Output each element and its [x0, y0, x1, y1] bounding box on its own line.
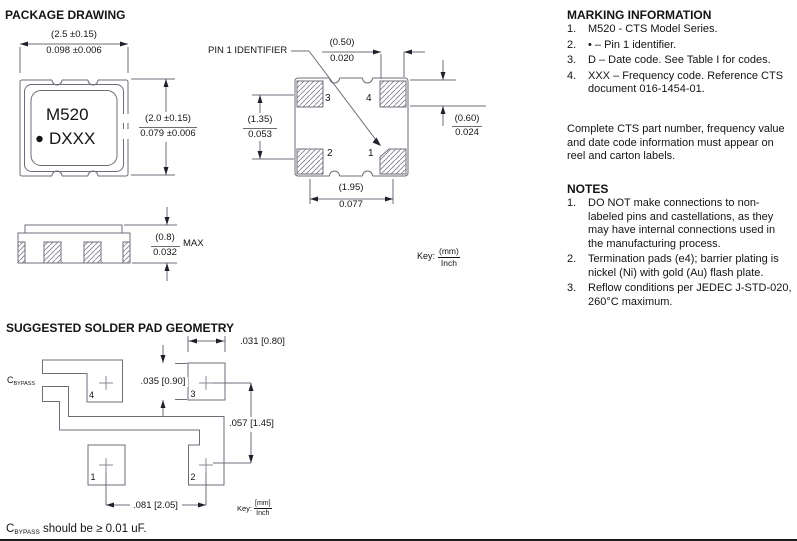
pin1-identifier-callout: PIN 1 IDENTIFIER [208, 44, 288, 56]
dim-height-mm: (2.0 ±0.15) [118, 114, 218, 124]
key-denominator: Inch [440, 257, 457, 268]
key-numerator: (mm) [439, 246, 459, 256]
pad-3-hatched [297, 81, 323, 107]
dim-thickness-max: MAX [183, 238, 204, 249]
dim-pad-width-inch: 0.020 [330, 52, 354, 64]
marking-item: 4. XXX – Frequency code. Reference CTS document 016-1454-01. [567, 69, 784, 95]
note-item: 3. Reflow conditions per JEDEC J-STD-020, 260°C maximum. [567, 282, 792, 308]
package-drawing-title: PACKAGE DRAWING [5, 8, 126, 22]
solder-pad-label-1: 1 [90, 472, 96, 482]
marking-paragraph: Complete CTS part number, frequency value and date code information must appear on reel and carton labels. [567, 123, 785, 162]
key-label: Key: [237, 503, 253, 513]
dim-land-vertical-pitch: .057 [1.45] [229, 418, 274, 429]
pad-label-4: 4 [366, 93, 372, 104]
marking-information-title: MARKING INFORMATION [567, 8, 712, 22]
pad-2-hatched [297, 149, 323, 174]
note-item: 2. Termination pads (e4); barrier plating is nickel (Ni) with gold (Au) flash plate. [567, 253, 779, 279]
marking-information-list [567, 23, 793, 99]
notes-list [567, 197, 793, 311]
dim-land-width: .031 [0.80] [240, 336, 285, 347]
dim-col-pitch-mm: (1.95) [338, 182, 364, 193]
solder-pad-label-4: 4 [89, 390, 95, 400]
pad-1-hatched [380, 149, 406, 174]
dim-width-inch: 0.098 ±0.006 [46, 44, 102, 56]
solder-pad-label-3: 3 [190, 388, 196, 399]
pad-label-3: 3 [325, 93, 331, 104]
package-marking-datecode: DXXX [49, 129, 96, 148]
package-marking-model: M520 [46, 105, 89, 124]
key-denominator: Inch [256, 510, 270, 517]
marking-item: 1. M520 - CTS Model Series. [567, 23, 718, 35]
dim-row-pitch-inch: 0.053 [230, 130, 290, 140]
dim-pad-height-inch: 0.024 [455, 126, 479, 138]
pad2-with-bypass-trace [43, 387, 225, 486]
cbypass-label [7, 376, 35, 388]
solder-pad-label-2: 2 [190, 472, 196, 482]
cbypass-note [6, 523, 147, 537]
dim-land-height: .035 [0.90] [138, 377, 188, 387]
cbypass-note-rest: should be ≥ 0.01 uF. [39, 523, 147, 535]
cbypass-note-main: C [6, 523, 15, 535]
package-side-view-drawing [18, 207, 180, 281]
dim-thickness-mm: (0.8) [155, 231, 175, 243]
marking-item: 2. • – Pin 1 identifier. [567, 38, 677, 51]
pad-label-2: 2 [327, 148, 333, 159]
dim-pad-height-mm: (0.60) [454, 112, 480, 124]
solder-pad-geometry-drawing [43, 336, 252, 505]
pin1-dot-marking [36, 136, 42, 142]
dim-thickness-inch: 0.032 [153, 247, 177, 258]
note-item: 1. DO NOT make connections to non-labeled pins and castellations, as they may have internal connections used in the manufacturing process. [567, 197, 776, 250]
dim-row-pitch-mm: (1.35) [230, 115, 290, 125]
units-key-mm-inch-solder [237, 500, 272, 517]
pad4-with-bypass-trace [43, 360, 123, 402]
dim-pad-width-mm: (0.50) [329, 36, 355, 48]
dim-height-inch: 0.079 ±0.006 [118, 129, 218, 139]
marking-item: 3. D – Date code. See Table I for codes. [567, 54, 771, 66]
dim-land-horizontal-pitch: .081 [2.05] [133, 499, 178, 511]
units-key-mm-inch [417, 247, 460, 267]
notes-title: NOTES [567, 182, 609, 196]
cbypass-main: C [7, 375, 14, 385]
solder-pad-geometry-title: SUGGESTED SOLDER PAD GEOMETRY [6, 321, 235, 335]
key-label: Key: [417, 251, 436, 262]
dim-width-mm: (2.5 ±0.15) [51, 28, 97, 40]
pad-label-1: 1 [368, 148, 374, 159]
cbypass-sub: BYPASS [13, 381, 36, 387]
pad-4-hatched [380, 81, 406, 107]
dim-col-pitch-inch: 0.077 [339, 199, 363, 210]
cbypass-note-sub: BYPASS [14, 529, 40, 536]
key-numerator: [mm] [255, 500, 271, 507]
